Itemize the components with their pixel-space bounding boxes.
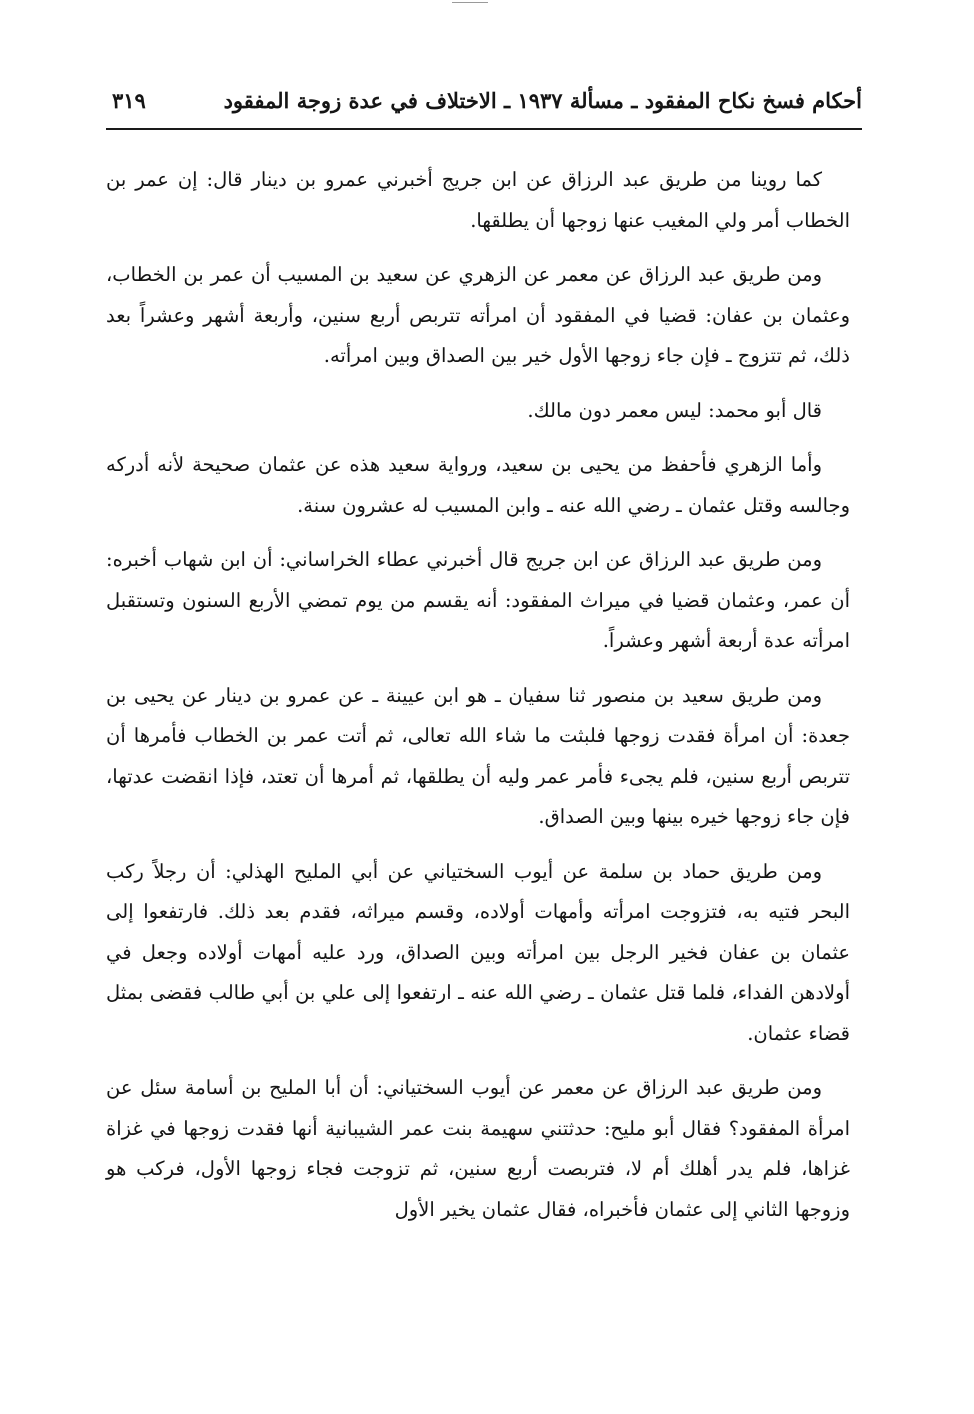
running-header <box>106 82 862 130</box>
paragraph-3: قال أبو محمد: ليس معمر دون مالك. <box>527 398 822 422</box>
top-edge-mark <box>452 2 488 3</box>
paragraph-2: ومن طريق عبد الرزاق عن معمر عن الزهري عن سعيد بن المسيب أن عمر بن الخطاب، وعثمان بن عفان: قضيا في المفقود أن امرأته تتربص أربع سنين، وأربعة أشهر وعشراً بعد ذلك، ثم تتزوج ـ فإن جاء زوجها الأول خير بين الصداق وبين امرأته. <box>106 263 850 367</box>
page-body <box>106 160 850 1244</box>
page-number: ٣١٩ <box>112 88 146 113</box>
header-title: أحكام فسخ نكاح المفقود ـ مسألة ١٩٣٧ ـ الاختلاف في عدة زوجة المفقود <box>223 88 862 113</box>
paragraph-7: ومن طريق حماد بن سلمة عن أيوب السختياني عن أبي المليح الهذلي: أن رجلاً ركب البحر فتيه به، فتزوجت امرأته وأمهات أولاده، وقسم ميراثه، فقدم بعد ذلك. فارتفعوا إلى عثمان بن عفان فخير الرجل بين امرأته وبين الصداق، ورد عليه أمهات أولاده وجعل في أولادهن الفداء، فلما قتل عثمان ـ رضي الله عنه ـ ارتفعوا إلى علي بن أبي طالب فقضى بمثل قضاء عثمان. <box>106 859 850 1045</box>
paragraph-4: وأما الزهري فأحفظ من يحيى بن سعيد، ورواية سعيد هذه عن عثمان صحيحة لأنه أدركه وجالسه وقتل عثمان ـ رضي الله عنه ـ وابن المسيب له عشرون سنة. <box>106 453 850 517</box>
paragraph-5: ومن طريق عبد الرزاق عن ابن جريج قال أخبرني عطاء الخراساني: أن ابن شهاب أخبره: أن عمر، وعثمان قضيا في ميراث المفقود: أنه يقسم من يوم تمضي الأربع السنون وتستقبل امرأته عدة أربعة أشهر وعشراً. <box>106 548 850 652</box>
paragraph-8: ومن طريق عبد الرزاق عن معمر عن أيوب السختياني: أن أبا المليح بن أسامة سئل عن امرأة المفقود؟ فقال أبو مليح: حدثتني سهيمة بنت عمر الشيبانية أنها فقدت زوجها في غزاة غزاها، فلم يدر أهلك أم لا، فتربصت أربع سنين، ثم تزوجت فجاء زوجها الأول، فركب هو وزوجها الثاني إلى عثمان فأخبراه، فقال عثمان يخير الأول <box>106 1076 850 1221</box>
paragraph-6: ومن طريق سعيد بن منصور ثنا سفيان ـ هو ابن عيينة ـ عن عمرو بن دينار عن يحيى بن جعدة: أن امرأة فقدت زوجها فلبثت ما شاء الله تعالى، ثم أتت عمر بن الخطاب فأمرها أن تتربص أربع سنين، فلم يجىء فأمر عمر وليه أن يطلقها، ثم أمرها أن تعتد، فإذا انقضت عدتها، فإن جاء زوجها خيره بينها وبين الصداق. <box>106 683 850 828</box>
paragraph-1: كما روينا من طريق عبد الرزاق عن ابن جريج أخبرني عمرو بن دينار قال: إن عمر بن الخطاب أمر ولي المغيب عنها زوجها أن يطلقها. <box>106 168 850 232</box>
